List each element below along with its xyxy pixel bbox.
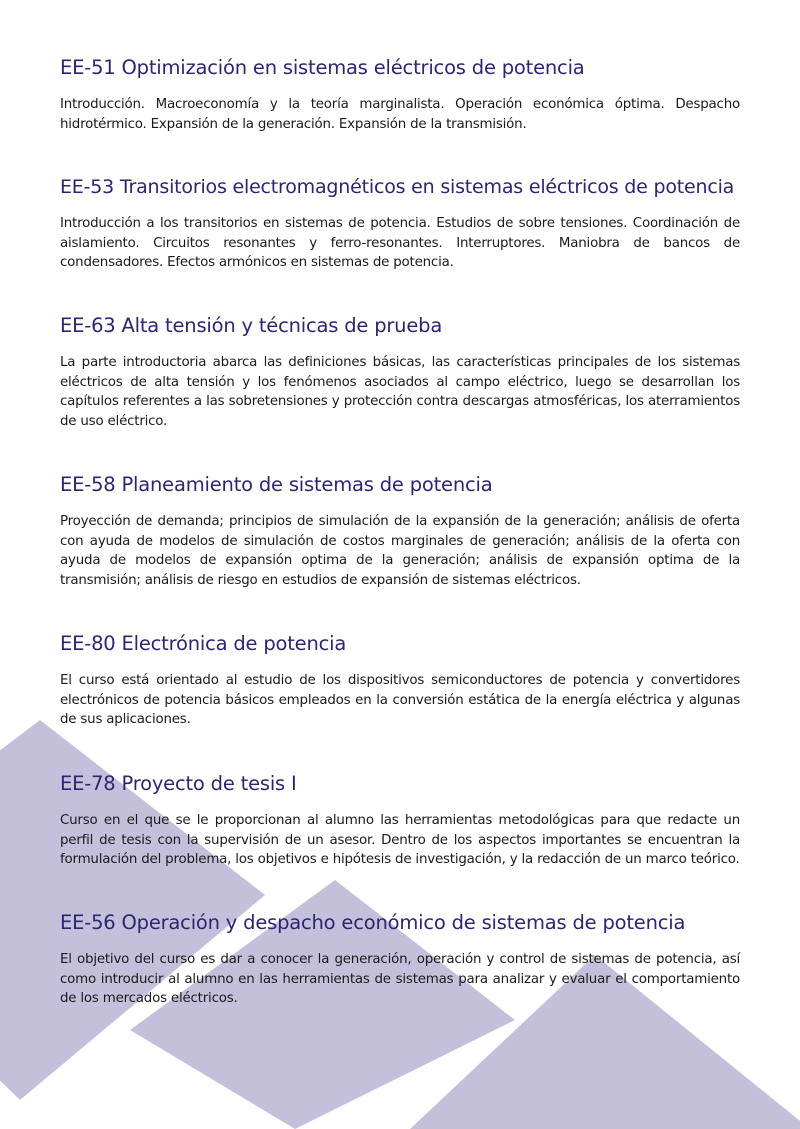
course-title: EE-63 Alta tensión y técnicas de prueba (60, 314, 443, 337)
course-section (60, 771, 740, 870)
course-section (60, 631, 740, 730)
course-description: El objetivo del curso es dar a conocer la generación, operación y control de sistemas de potencia, así como introducir al alumno en las herramientas de sistemas para analizar y evaluar el comportamiento de los mercados eléctricos. (60, 952, 740, 1007)
course-title: EE-80 Electrónica de potencia (60, 632, 347, 655)
course-title: EE-58 Planeamiento de sistemas de potencia (60, 473, 493, 496)
course-section (60, 55, 740, 134)
course-description: La parte introductoria abarca las definiciones básicas, las características principales de los sistemas eléctricos de alta tensión y los fenómenos asociados al campo eléctrico, luego se desarrollan los capítulos referentes a las sobretensiones y protección contra descargas atmosféricas, los aterramientos de uso eléctrico. (60, 355, 740, 429)
course-section (60, 472, 740, 590)
course-section (60, 174, 740, 273)
course-description: Curso en el que se le proporcionan al alumno las herramientas metodológicas para que redacte un perfil de tesis con la supervisión de un asesor. Dentro de los aspectos importantes se encuentran la formulación del problema, los objetivos e hipótesis de investigación, y la redacción de un marco teórico. (60, 813, 740, 868)
course-title: EE-78 Proyecto de tesis I (60, 772, 297, 795)
course-title: EE-56 Operación y despacho económico de sistemas de potencia (60, 911, 686, 934)
course-title: EE-53 Transitorios electromagnéticos en sistemas eléctricos de potencia (60, 176, 735, 198)
course-description: El curso está orientado al estudio de los dispositivos semiconductores de potencia y convertidores electrónicos de potencia básicos empleados en la conversión estática de la energía eléctrica y algunas de sus aplicaciones. (60, 673, 740, 728)
course-description: Introducción. Macroeconomía y la teoría marginalista. Operación económica óptima. Despacho hidrotérmico. Expansión de la generación. Expansión de la transmisión. (60, 97, 740, 132)
course-title: EE-51 Optimización en sistemas eléctricos de potencia (60, 56, 585, 79)
course-section (60, 910, 740, 1009)
course-description: Proyección de demanda; principios de simulación de la expansión de la generación; análisis de oferta con ayuda de modelos de simulación de costos marginales de generación; análisis de la oferta con ayuda de modelos de expansión optima de la generación; análisis de expansión optima de la transmisión; análisis de riesgo en estudios de expansión de sistemas eléctricos. (60, 514, 740, 588)
course-section (60, 313, 740, 431)
course-description: Introducción a los transitorios en sistemas de potencia. Estudios de sobre tensiones. Coordinación de aislamiento. Circuitos resonantes y ferro-resonantes. Interruptores. Maniobra de bancos de condensadores. Efectos armónicos en sistemas de potencia. (60, 216, 740, 271)
